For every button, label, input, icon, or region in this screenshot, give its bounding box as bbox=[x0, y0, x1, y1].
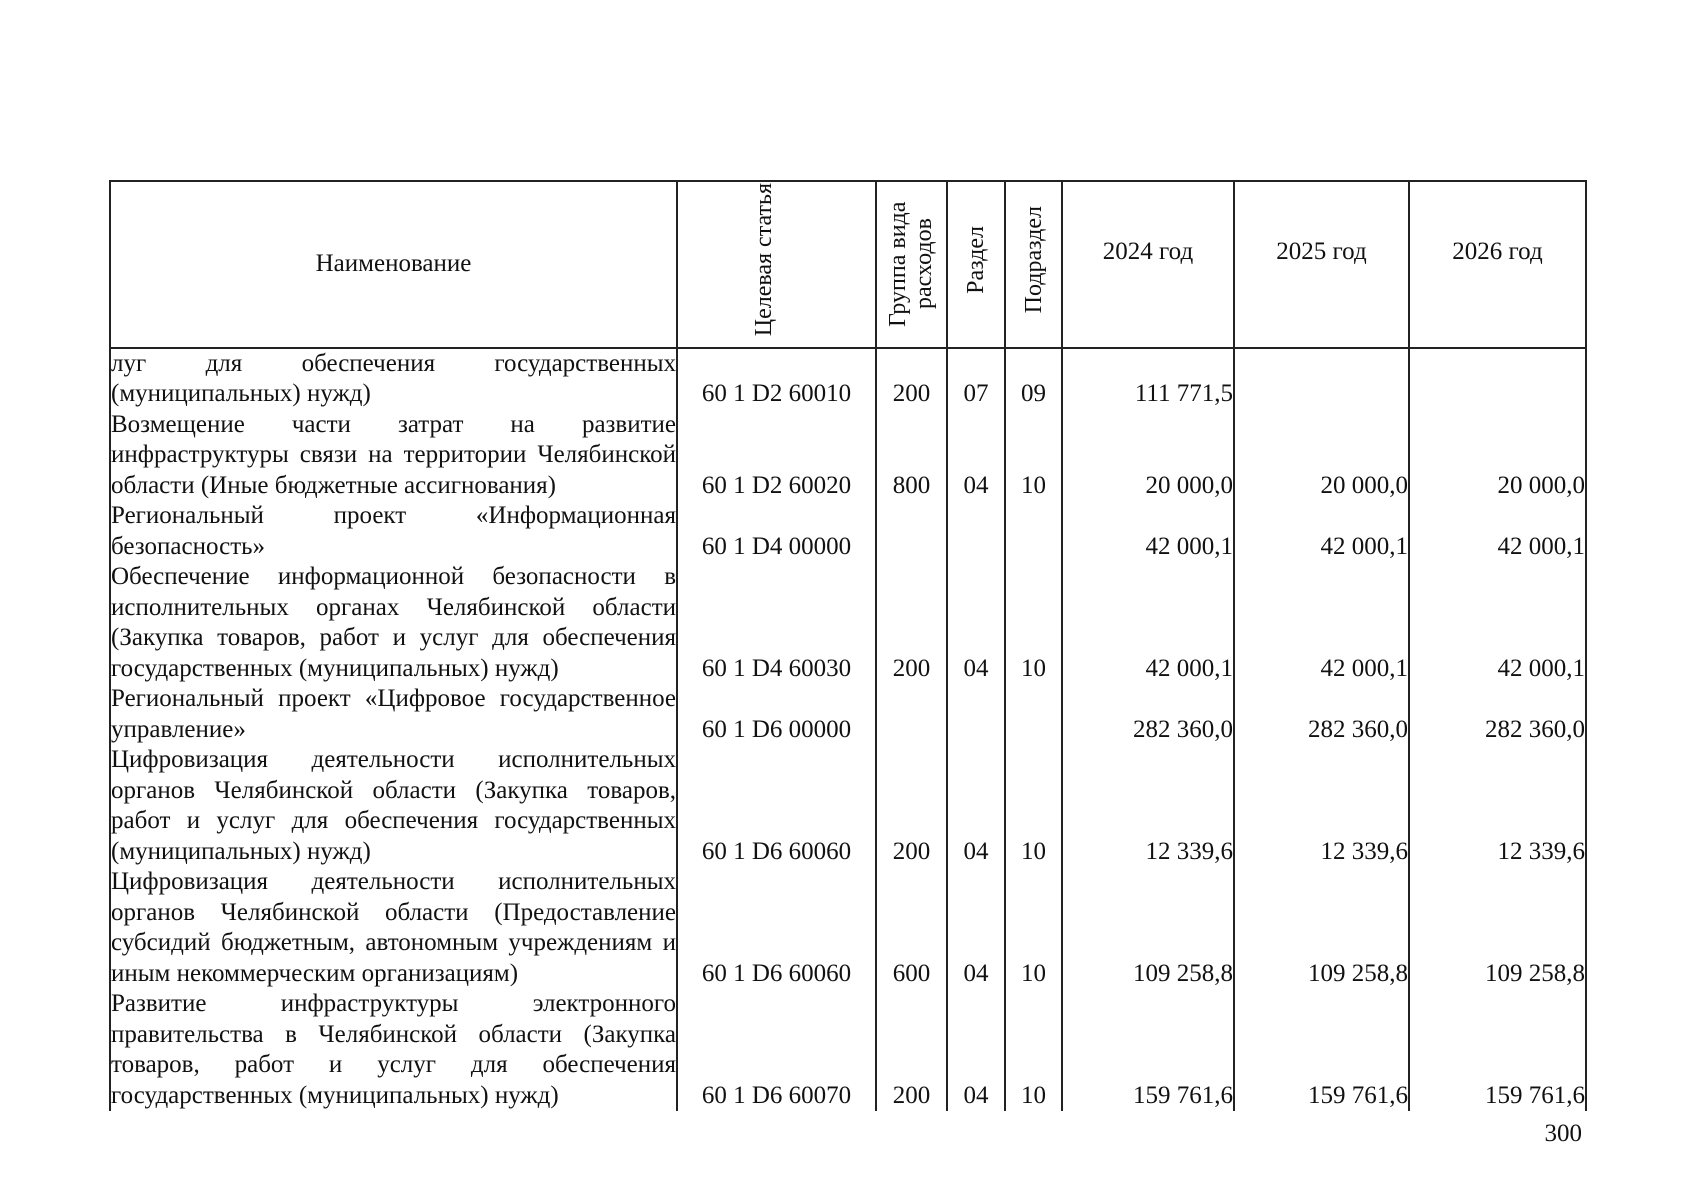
cell-amount-2024: 159 761,6 bbox=[1062, 989, 1234, 1111]
cell-expense-group: 200 bbox=[876, 745, 947, 867]
cell-amount-2024: 42 000,1 bbox=[1062, 501, 1234, 562]
cell-amount-2024: 42 000,1 bbox=[1062, 562, 1234, 684]
table-row bbox=[110, 562, 1586, 684]
cell-target-article: 60 1 D6 00000 bbox=[677, 684, 876, 745]
cell-amount-2026: 282 360,0 bbox=[1409, 684, 1586, 745]
table-row bbox=[110, 348, 1586, 410]
cell-subsection: 10 bbox=[1005, 410, 1062, 502]
table-body bbox=[110, 348, 1586, 1112]
cell-subsection: 10 bbox=[1005, 867, 1062, 989]
header-target: Целевая статья bbox=[677, 181, 876, 348]
cell-target-article: 60 1 D6 60060 bbox=[677, 745, 876, 867]
table-row bbox=[110, 989, 1586, 1111]
cell-name: Обеспечение информационной безопасности в исполнительных органах Челябинской области (Закупка товаров, работ и услуг для обеспечения государственных (муниципальных) нужд) bbox=[110, 562, 677, 684]
cell-name: Региональный проект «Цифровое государственное управление» bbox=[110, 684, 677, 745]
cell-name: Цифровизация деятельности исполнительных органов Челябинской области (Закупка товаров, работ и услуг для обеспечения государственных (муниципальных) нужд) bbox=[110, 745, 677, 867]
table-row bbox=[110, 867, 1586, 989]
cell-target-article: 60 1 D6 60070 bbox=[677, 989, 876, 1111]
header-2025: 2025 год bbox=[1234, 181, 1409, 348]
cell-target-article: 60 1 D2 60020 bbox=[677, 410, 876, 502]
table-row bbox=[110, 501, 1586, 562]
cell-amount-2024: 109 258,8 bbox=[1062, 867, 1234, 989]
cell-target-article: 60 1 D4 60030 bbox=[677, 562, 876, 684]
cell-amount-2025: 282 360,0 bbox=[1234, 684, 1409, 745]
cell-target-article: 60 1 D2 60010 bbox=[677, 348, 876, 410]
cell-name: Региональный проект «Информационная безопасность» bbox=[110, 501, 677, 562]
header-group: Группа вида расходов bbox=[876, 181, 947, 348]
header-2024: 2024 год bbox=[1062, 181, 1234, 348]
cell-subsection bbox=[1005, 501, 1062, 562]
header-name: Наименование bbox=[110, 181, 677, 348]
cell-amount-2026: 42 000,1 bbox=[1409, 501, 1586, 562]
cell-subsection: 10 bbox=[1005, 562, 1062, 684]
cell-amount-2024: 12 339,6 bbox=[1062, 745, 1234, 867]
cell-amount-2024: 282 360,0 bbox=[1062, 684, 1234, 745]
page-number: 300 bbox=[1544, 1120, 1582, 1147]
cell-amount-2025: 20 000,0 bbox=[1234, 410, 1409, 502]
cell-expense-group bbox=[876, 501, 947, 562]
cell-name: луг для обеспечения государственных (муниципальных) нужд) bbox=[110, 348, 677, 410]
header-2026: 2026 год bbox=[1409, 181, 1586, 348]
cell-section bbox=[947, 684, 1005, 745]
cell-target-article: 60 1 D4 00000 bbox=[677, 501, 876, 562]
table-row bbox=[110, 410, 1586, 502]
cell-amount-2025: 159 761,6 bbox=[1234, 989, 1409, 1111]
header-subsection: Подраздел bbox=[1005, 181, 1062, 348]
cell-subsection: 10 bbox=[1005, 989, 1062, 1111]
cell-section: 07 bbox=[947, 348, 1005, 410]
cell-amount-2025 bbox=[1234, 348, 1409, 410]
header-section: Раздел bbox=[947, 181, 1005, 348]
cell-amount-2024: 111 771,5 bbox=[1062, 348, 1234, 410]
cell-amount-2026: 42 000,1 bbox=[1409, 562, 1586, 684]
cell-amount-2026: 20 000,0 bbox=[1409, 410, 1586, 502]
cell-target-article: 60 1 D6 60060 bbox=[677, 867, 876, 989]
cell-amount-2026 bbox=[1409, 348, 1586, 410]
cell-amount-2026: 109 258,8 bbox=[1409, 867, 1586, 989]
cell-amount-2025: 42 000,1 bbox=[1234, 562, 1409, 684]
table-header-row bbox=[110, 181, 1586, 348]
table-row bbox=[110, 745, 1586, 867]
cell-name: Возмещение части затрат на развитие инфраструктуры связи на территории Челябинской области (Иные бюджетные ассигнования) bbox=[110, 410, 677, 502]
cell-amount-2025: 12 339,6 bbox=[1234, 745, 1409, 867]
cell-section: 04 bbox=[947, 867, 1005, 989]
cell-section bbox=[947, 501, 1005, 562]
cell-amount-2026: 159 761,6 bbox=[1409, 989, 1586, 1111]
cell-name: Цифровизация деятельности исполнительных органов Челябинской области (Предоставление субсидий бюджетным, автономным учреждениям и иным некоммерческим организациям) bbox=[110, 867, 677, 989]
cell-section: 04 bbox=[947, 562, 1005, 684]
cell-section: 04 bbox=[947, 989, 1005, 1111]
cell-subsection: 09 bbox=[1005, 348, 1062, 410]
cell-section: 04 bbox=[947, 410, 1005, 502]
budget-table bbox=[109, 180, 1587, 1111]
cell-section: 04 bbox=[947, 745, 1005, 867]
cell-expense-group: 200 bbox=[876, 348, 947, 410]
table-row bbox=[110, 684, 1586, 745]
cell-expense-group: 200 bbox=[876, 989, 947, 1111]
cell-subsection bbox=[1005, 684, 1062, 745]
cell-amount-2025: 109 258,8 bbox=[1234, 867, 1409, 989]
cell-expense-group: 600 bbox=[876, 867, 947, 989]
cell-subsection: 10 bbox=[1005, 745, 1062, 867]
cell-amount-2025: 42 000,1 bbox=[1234, 501, 1409, 562]
cell-expense-group bbox=[876, 684, 947, 745]
cell-amount-2026: 12 339,6 bbox=[1409, 745, 1586, 867]
cell-expense-group: 200 bbox=[876, 562, 947, 684]
cell-expense-group: 800 bbox=[876, 410, 947, 502]
cell-name: Развитие инфраструктуры электронного правительства в Челябинской области (Закупка товаров, работ и услуг для обеспечения государственных (муниципальных) нужд) bbox=[110, 989, 677, 1111]
cell-amount-2024: 20 000,0 bbox=[1062, 410, 1234, 502]
